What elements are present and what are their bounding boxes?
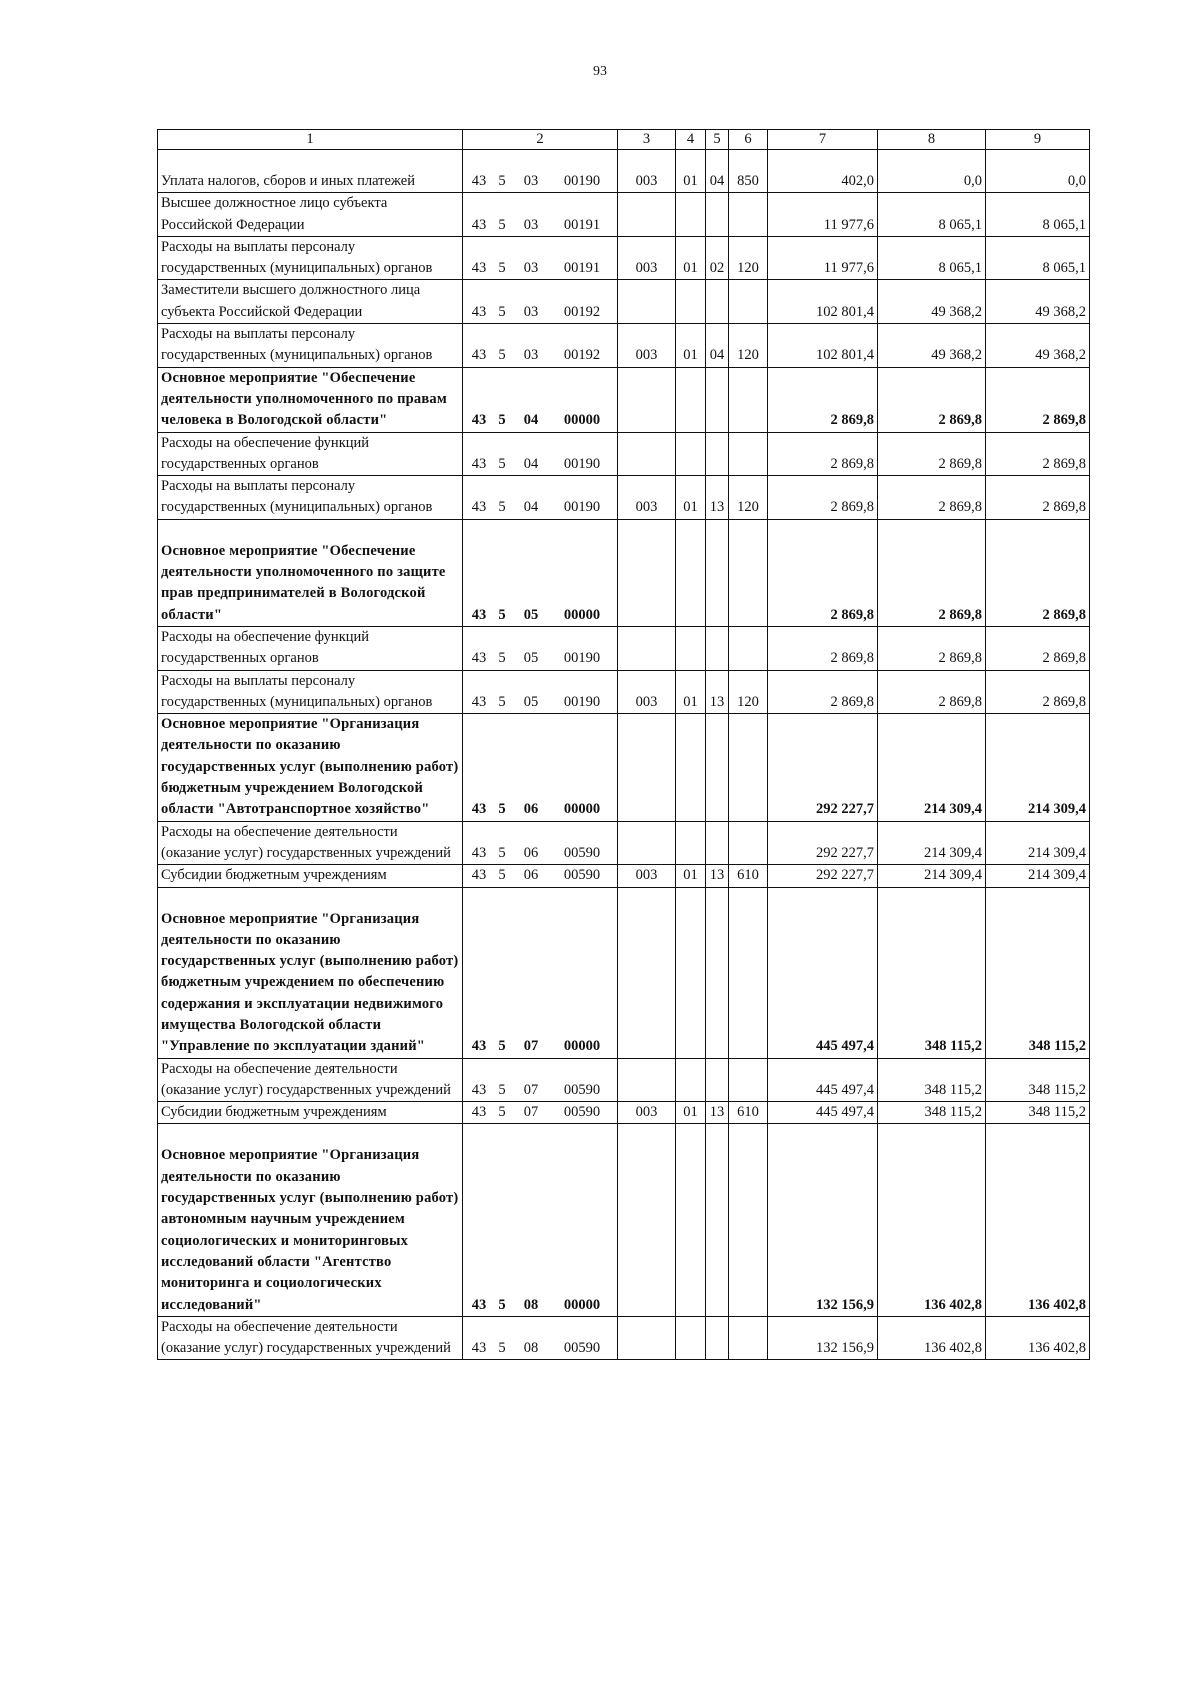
amount-col9: 348 115,2 [986, 1058, 1090, 1102]
column-header: 6 [729, 130, 768, 150]
page-number: 93 [593, 64, 607, 79]
code-part: 5 [498, 260, 506, 277]
budget-classification-code [463, 367, 618, 432]
amount-col7: 292 227,7 [768, 821, 878, 865]
ministry-code [618, 367, 676, 432]
code-part: 43 [471, 1296, 487, 1313]
amount-col8: 2 869,8 [878, 519, 986, 626]
expense-type-code [729, 714, 768, 821]
code-part: 08 [523, 1340, 539, 1357]
budget-classification-code [463, 519, 618, 626]
code-part: 5 [498, 455, 506, 472]
amount-col9: 214 309,4 [986, 865, 1090, 887]
code-part: 00192 [563, 303, 601, 320]
code-part: 04 [523, 499, 539, 516]
amount-col8: 49 368,2 [878, 280, 986, 324]
code-part: 00190 [563, 650, 601, 667]
code-part: 08 [523, 1296, 539, 1313]
code-part: 00590 [563, 1104, 601, 1121]
budget-classification-code [463, 193, 618, 237]
code-part: 43 [471, 260, 487, 277]
code-part: 5 [498, 801, 506, 818]
amount-col8: 214 309,4 [878, 865, 986, 887]
code-part: 07 [523, 1104, 539, 1121]
ministry-code [618, 193, 676, 237]
amount-col7: 132 156,9 [768, 1124, 878, 1316]
amount-col9: 2 869,8 [986, 670, 1090, 714]
subsection-code [706, 280, 729, 324]
code-part: 43 [471, 303, 487, 320]
table-row [158, 821, 1090, 865]
section-code [676, 367, 706, 432]
amount-col8: 2 869,8 [878, 626, 986, 670]
amount-col8: 348 115,2 [878, 887, 986, 1058]
budget-classification-code [463, 324, 618, 368]
budget-classification-code [463, 476, 618, 520]
expense-type-code [729, 1058, 768, 1102]
subsection-code: 13 [706, 865, 729, 887]
ministry-code [618, 1316, 676, 1360]
ministry-code: 003 [618, 150, 676, 193]
code-part: 03 [523, 303, 539, 320]
budget-classification-code [463, 1124, 618, 1316]
column-number-row [158, 130, 1090, 150]
expense-type-code: 120 [729, 670, 768, 714]
expense-type-code: 120 [729, 324, 768, 368]
budget-classification-code [463, 1316, 618, 1360]
amount-col7: 292 227,7 [768, 865, 878, 887]
code-part: 04 [523, 412, 539, 429]
code-part: 00590 [563, 1340, 601, 1357]
code-part: 00590 [563, 844, 601, 861]
expense-type-code: 610 [729, 865, 768, 887]
section-code [676, 714, 706, 821]
amount-col7: 445 497,4 [768, 887, 878, 1058]
amount-col8: 136 402,8 [878, 1124, 986, 1316]
expense-type-code [729, 519, 768, 626]
main-activity-row [158, 714, 1090, 821]
budget-classification-code [463, 1102, 618, 1124]
section-code [676, 626, 706, 670]
table-row [158, 626, 1090, 670]
section-code [676, 1316, 706, 1360]
amount-col9: 49 368,2 [986, 324, 1090, 368]
amount-col7: 2 869,8 [768, 519, 878, 626]
table-row [158, 1316, 1090, 1360]
code-part: 5 [498, 867, 506, 884]
code-part: 43 [471, 1038, 487, 1055]
column-header: 4 [676, 130, 706, 150]
expense-name: Высшее должностное лицо субъекта Российской Федерации [158, 193, 463, 237]
code-part: 06 [523, 867, 539, 884]
subsection-code [706, 1124, 729, 1316]
budget-classification-code [463, 150, 618, 193]
expense-name: Заместители высшего должностного лица субъекта Российской Федерации [158, 280, 463, 324]
code-part: 03 [523, 173, 539, 189]
code-part: 00190 [563, 455, 601, 472]
amount-col7: 292 227,7 [768, 714, 878, 821]
section-code [676, 821, 706, 865]
subsection-code [706, 626, 729, 670]
code-part: 00000 [563, 606, 601, 623]
budget-classification-code [463, 432, 618, 476]
code-part: 04 [523, 455, 539, 472]
column-header: 2 [463, 130, 618, 150]
code-part: 05 [523, 650, 539, 667]
code-part: 43 [471, 844, 487, 861]
table-row [158, 432, 1090, 476]
budget-classification-code [463, 236, 618, 280]
amount-col9: 2 869,8 [986, 432, 1090, 476]
ministry-code [618, 280, 676, 324]
section-code [676, 432, 706, 476]
budget-classification-code [463, 1058, 618, 1102]
code-part: 5 [498, 347, 506, 364]
code-part: 5 [498, 499, 506, 516]
amount-col9: 2 869,8 [986, 519, 1090, 626]
subsection-code [706, 887, 729, 1058]
amount-col8: 2 869,8 [878, 476, 986, 520]
column-header: 9 [986, 130, 1090, 150]
section-code [676, 519, 706, 626]
amount-col8: 2 869,8 [878, 670, 986, 714]
code-part: 5 [498, 1038, 506, 1055]
section-code [676, 1058, 706, 1102]
subsection-code: 04 [706, 150, 729, 193]
ministry-code: 003 [618, 1102, 676, 1124]
budget-classification-code [463, 714, 618, 821]
code-part: 05 [523, 693, 539, 710]
ministry-code [618, 714, 676, 821]
section-code: 01 [676, 324, 706, 368]
expense-type-code [729, 367, 768, 432]
expense-type-code [729, 821, 768, 865]
table-row [158, 193, 1090, 237]
section-code: 01 [676, 476, 706, 520]
code-part: 00000 [563, 1296, 601, 1313]
code-part: 5 [498, 303, 506, 320]
subsection-code: 13 [706, 670, 729, 714]
table-row [158, 150, 1090, 193]
budget-classification-code [463, 670, 618, 714]
amount-col7: 445 497,4 [768, 1102, 878, 1124]
subsection-code [706, 1316, 729, 1360]
amount-col7: 11 977,6 [768, 236, 878, 280]
ministry-code: 003 [618, 670, 676, 714]
code-part: 00590 [563, 867, 601, 884]
code-part: 5 [498, 412, 506, 429]
amount-col8: 49 368,2 [878, 324, 986, 368]
expense-name: Уплата налогов, сборов и иных платежей [158, 150, 463, 193]
expense-type-code [729, 887, 768, 1058]
column-header: 1 [158, 130, 463, 150]
amount-col8: 348 115,2 [878, 1058, 986, 1102]
section-code: 01 [676, 150, 706, 193]
amount-col7: 132 156,9 [768, 1316, 878, 1360]
code-part: 5 [498, 650, 506, 667]
amount-col8: 8 065,1 [878, 236, 986, 280]
amount-col9: 2 869,8 [986, 626, 1090, 670]
amount-col9: 2 869,8 [986, 476, 1090, 520]
ministry-code: 003 [618, 324, 676, 368]
section-code: 01 [676, 865, 706, 887]
code-part: 5 [498, 844, 506, 861]
ministry-code [618, 887, 676, 1058]
code-part: 00590 [563, 1081, 601, 1098]
expense-name: Расходы на обеспечение деятельности (оказание услуг) государственных учреждений [158, 821, 463, 865]
amount-col9: 8 065,1 [986, 193, 1090, 237]
main-activity-row [158, 887, 1090, 1058]
amount-col9: 214 309,4 [986, 821, 1090, 865]
amount-col7: 2 869,8 [768, 432, 878, 476]
column-header: 7 [768, 130, 878, 150]
ministry-code [618, 626, 676, 670]
subsection-code [706, 367, 729, 432]
code-part: 43 [471, 455, 487, 472]
expense-name: Расходы на выплаты персоналу государственных (муниципальных) органов [158, 324, 463, 368]
main-activity-row [158, 519, 1090, 626]
code-part: 06 [523, 801, 539, 818]
ministry-code: 003 [618, 236, 676, 280]
expense-name: Расходы на обеспечение функций государственных органов [158, 626, 463, 670]
subsection-code [706, 432, 729, 476]
expense-name: Субсидии бюджетным учреждениям [158, 1102, 463, 1124]
subsection-code [706, 821, 729, 865]
main-activity-row [158, 367, 1090, 432]
table-row [158, 865, 1090, 887]
table-row [158, 1102, 1090, 1124]
table-row [158, 670, 1090, 714]
code-part: 00190 [563, 173, 601, 189]
ministry-code [618, 821, 676, 865]
amount-col9: 8 065,1 [986, 236, 1090, 280]
amount-col9: 49 368,2 [986, 280, 1090, 324]
column-header: 3 [618, 130, 676, 150]
amount-col9: 2 869,8 [986, 367, 1090, 432]
amount-col8: 214 309,4 [878, 714, 986, 821]
code-part: 5 [498, 1104, 506, 1121]
code-part: 05 [523, 606, 539, 623]
code-part: 43 [471, 606, 487, 623]
code-part: 03 [523, 216, 539, 233]
code-part: 07 [523, 1081, 539, 1098]
budget-table [157, 129, 1090, 1360]
amount-col7: 11 977,6 [768, 193, 878, 237]
code-part: 5 [498, 216, 506, 233]
expense-type-code [729, 1124, 768, 1316]
code-part: 06 [523, 844, 539, 861]
amount-col9: 214 309,4 [986, 714, 1090, 821]
expense-name: Субсидии бюджетным учреждениям [158, 865, 463, 887]
code-part: 5 [498, 1340, 506, 1357]
code-part: 03 [523, 347, 539, 364]
subsection-code: 02 [706, 236, 729, 280]
code-part: 43 [471, 1340, 487, 1357]
amount-col8: 8 065,1 [878, 193, 986, 237]
code-part: 43 [471, 347, 487, 364]
expense-type-code: 850 [729, 150, 768, 193]
code-part: 43 [471, 693, 487, 710]
code-part: 00191 [563, 216, 601, 233]
amount-col7: 2 869,8 [768, 476, 878, 520]
code-part: 5 [498, 173, 506, 189]
budget-classification-code [463, 821, 618, 865]
expense-type-code [729, 1316, 768, 1360]
table-row [158, 1058, 1090, 1102]
section-code [676, 887, 706, 1058]
amount-col9: 348 115,2 [986, 1102, 1090, 1124]
section-code [676, 280, 706, 324]
budget-classification-code [463, 280, 618, 324]
expense-name: Расходы на выплаты персоналу государственных (муниципальных) органов [158, 476, 463, 520]
expense-type-code [729, 280, 768, 324]
expense-name: Расходы на выплаты персоналу государственных (муниципальных) органов [158, 670, 463, 714]
code-part: 00190 [563, 693, 601, 710]
ministry-code: 003 [618, 476, 676, 520]
subsection-code [706, 714, 729, 821]
budget-classification-code [463, 887, 618, 1058]
table-row [158, 236, 1090, 280]
amount-col9: 348 115,2 [986, 887, 1090, 1058]
expense-name: Расходы на обеспечение деятельности (оказание услуг) государственных учреждений [158, 1058, 463, 1102]
expense-type-code [729, 626, 768, 670]
expense-type-code: 120 [729, 236, 768, 280]
code-part: 43 [471, 1081, 487, 1098]
ministry-code [618, 519, 676, 626]
amount-col8: 348 115,2 [878, 1102, 986, 1124]
budget-classification-code [463, 626, 618, 670]
code-part: 00000 [563, 412, 601, 429]
section-code [676, 1124, 706, 1316]
expense-type-code: 610 [729, 1102, 768, 1124]
amount-col7: 445 497,4 [768, 1058, 878, 1102]
subsection-code: 04 [706, 324, 729, 368]
subsection-code: 13 [706, 476, 729, 520]
subsection-code [706, 193, 729, 237]
column-header: 5 [706, 130, 729, 150]
amount-col7: 102 801,4 [768, 280, 878, 324]
amount-col7: 102 801,4 [768, 324, 878, 368]
amount-col9: 136 402,8 [986, 1316, 1090, 1360]
amount-col8: 214 309,4 [878, 821, 986, 865]
amount-col8: 2 869,8 [878, 432, 986, 476]
subsection-code [706, 1058, 729, 1102]
code-part: 5 [498, 1296, 506, 1313]
expense-name: Основное мероприятие "Обеспечение деятельности уполномоченного по правам человека в Вологодской области" [158, 367, 463, 432]
expense-name: Основное мероприятие "Организация деятельности по оказанию государственных услуг (выполнению работ) бюджетным учреждением Вологодской области "Автотранспортное хозяйство" [158, 714, 463, 821]
code-part: 5 [498, 606, 506, 623]
expense-type-code [729, 432, 768, 476]
amount-col7: 2 869,8 [768, 670, 878, 714]
code-part: 00191 [563, 260, 601, 277]
code-part: 5 [498, 693, 506, 710]
code-part: 03 [523, 260, 539, 277]
table-row [158, 476, 1090, 520]
subsection-code [706, 519, 729, 626]
code-part: 43 [471, 173, 487, 189]
expense-name: Расходы на обеспечение функций государственных органов [158, 432, 463, 476]
amount-col7: 402,0 [768, 150, 878, 193]
code-part: 00192 [563, 347, 601, 364]
expense-type-code: 120 [729, 476, 768, 520]
column-header: 8 [878, 130, 986, 150]
expense-name: Расходы на выплаты персоналу государственных (муниципальных) органов [158, 236, 463, 280]
code-part: 00000 [563, 1038, 601, 1055]
expense-name: Основное мероприятие "Организация деятельности по оказанию государственных услуг (выполнению работ) автономным научным учреждением социологических и мониторинговых исследований области "Агентство мониторинга и социологических исследований" [158, 1124, 463, 1316]
expense-type-code [729, 193, 768, 237]
ministry-code [618, 1124, 676, 1316]
code-part: 43 [471, 1104, 487, 1121]
code-part: 07 [523, 1038, 539, 1055]
code-part: 00000 [563, 801, 601, 818]
subsection-code: 13 [706, 1102, 729, 1124]
budget-classification-code [463, 865, 618, 887]
ministry-code [618, 432, 676, 476]
code-part: 43 [471, 650, 487, 667]
section-code: 01 [676, 670, 706, 714]
main-activity-row [158, 1124, 1090, 1316]
amount-col9: 136 402,8 [986, 1124, 1090, 1316]
code-part: 00190 [563, 499, 601, 516]
expense-name: Расходы на обеспечение деятельности (оказание услуг) государственных учреждений [158, 1316, 463, 1360]
code-part: 43 [471, 412, 487, 429]
code-part: 5 [498, 1081, 506, 1098]
amount-col8: 136 402,8 [878, 1316, 986, 1360]
code-part: 43 [471, 801, 487, 818]
ministry-code: 003 [618, 865, 676, 887]
table-row [158, 280, 1090, 324]
amount-col8: 2 869,8 [878, 367, 986, 432]
ministry-code [618, 1058, 676, 1102]
code-part: 43 [471, 867, 487, 884]
table-row [158, 324, 1090, 368]
code-part: 43 [471, 216, 487, 233]
amount-col7: 2 869,8 [768, 367, 878, 432]
amount-col9: 0,0 [986, 150, 1090, 193]
amount-col7: 2 869,8 [768, 626, 878, 670]
section-code: 01 [676, 236, 706, 280]
expense-name: Основное мероприятие "Организация деятельности по оказанию государственных услуг (выполнению работ) бюджетным учреждением по обеспечению содержания и эксплуатации недвижимого имущества Вологодской области "Управление по эксплуатации зданий" [158, 887, 463, 1058]
code-part: 43 [471, 499, 487, 516]
section-code: 01 [676, 1102, 706, 1124]
amount-col8: 0,0 [878, 150, 986, 193]
expense-name: Основное мероприятие "Обеспечение деятельности уполномоченного по защите прав предпринимателей в Вологодской области" [158, 519, 463, 626]
section-code [676, 193, 706, 237]
